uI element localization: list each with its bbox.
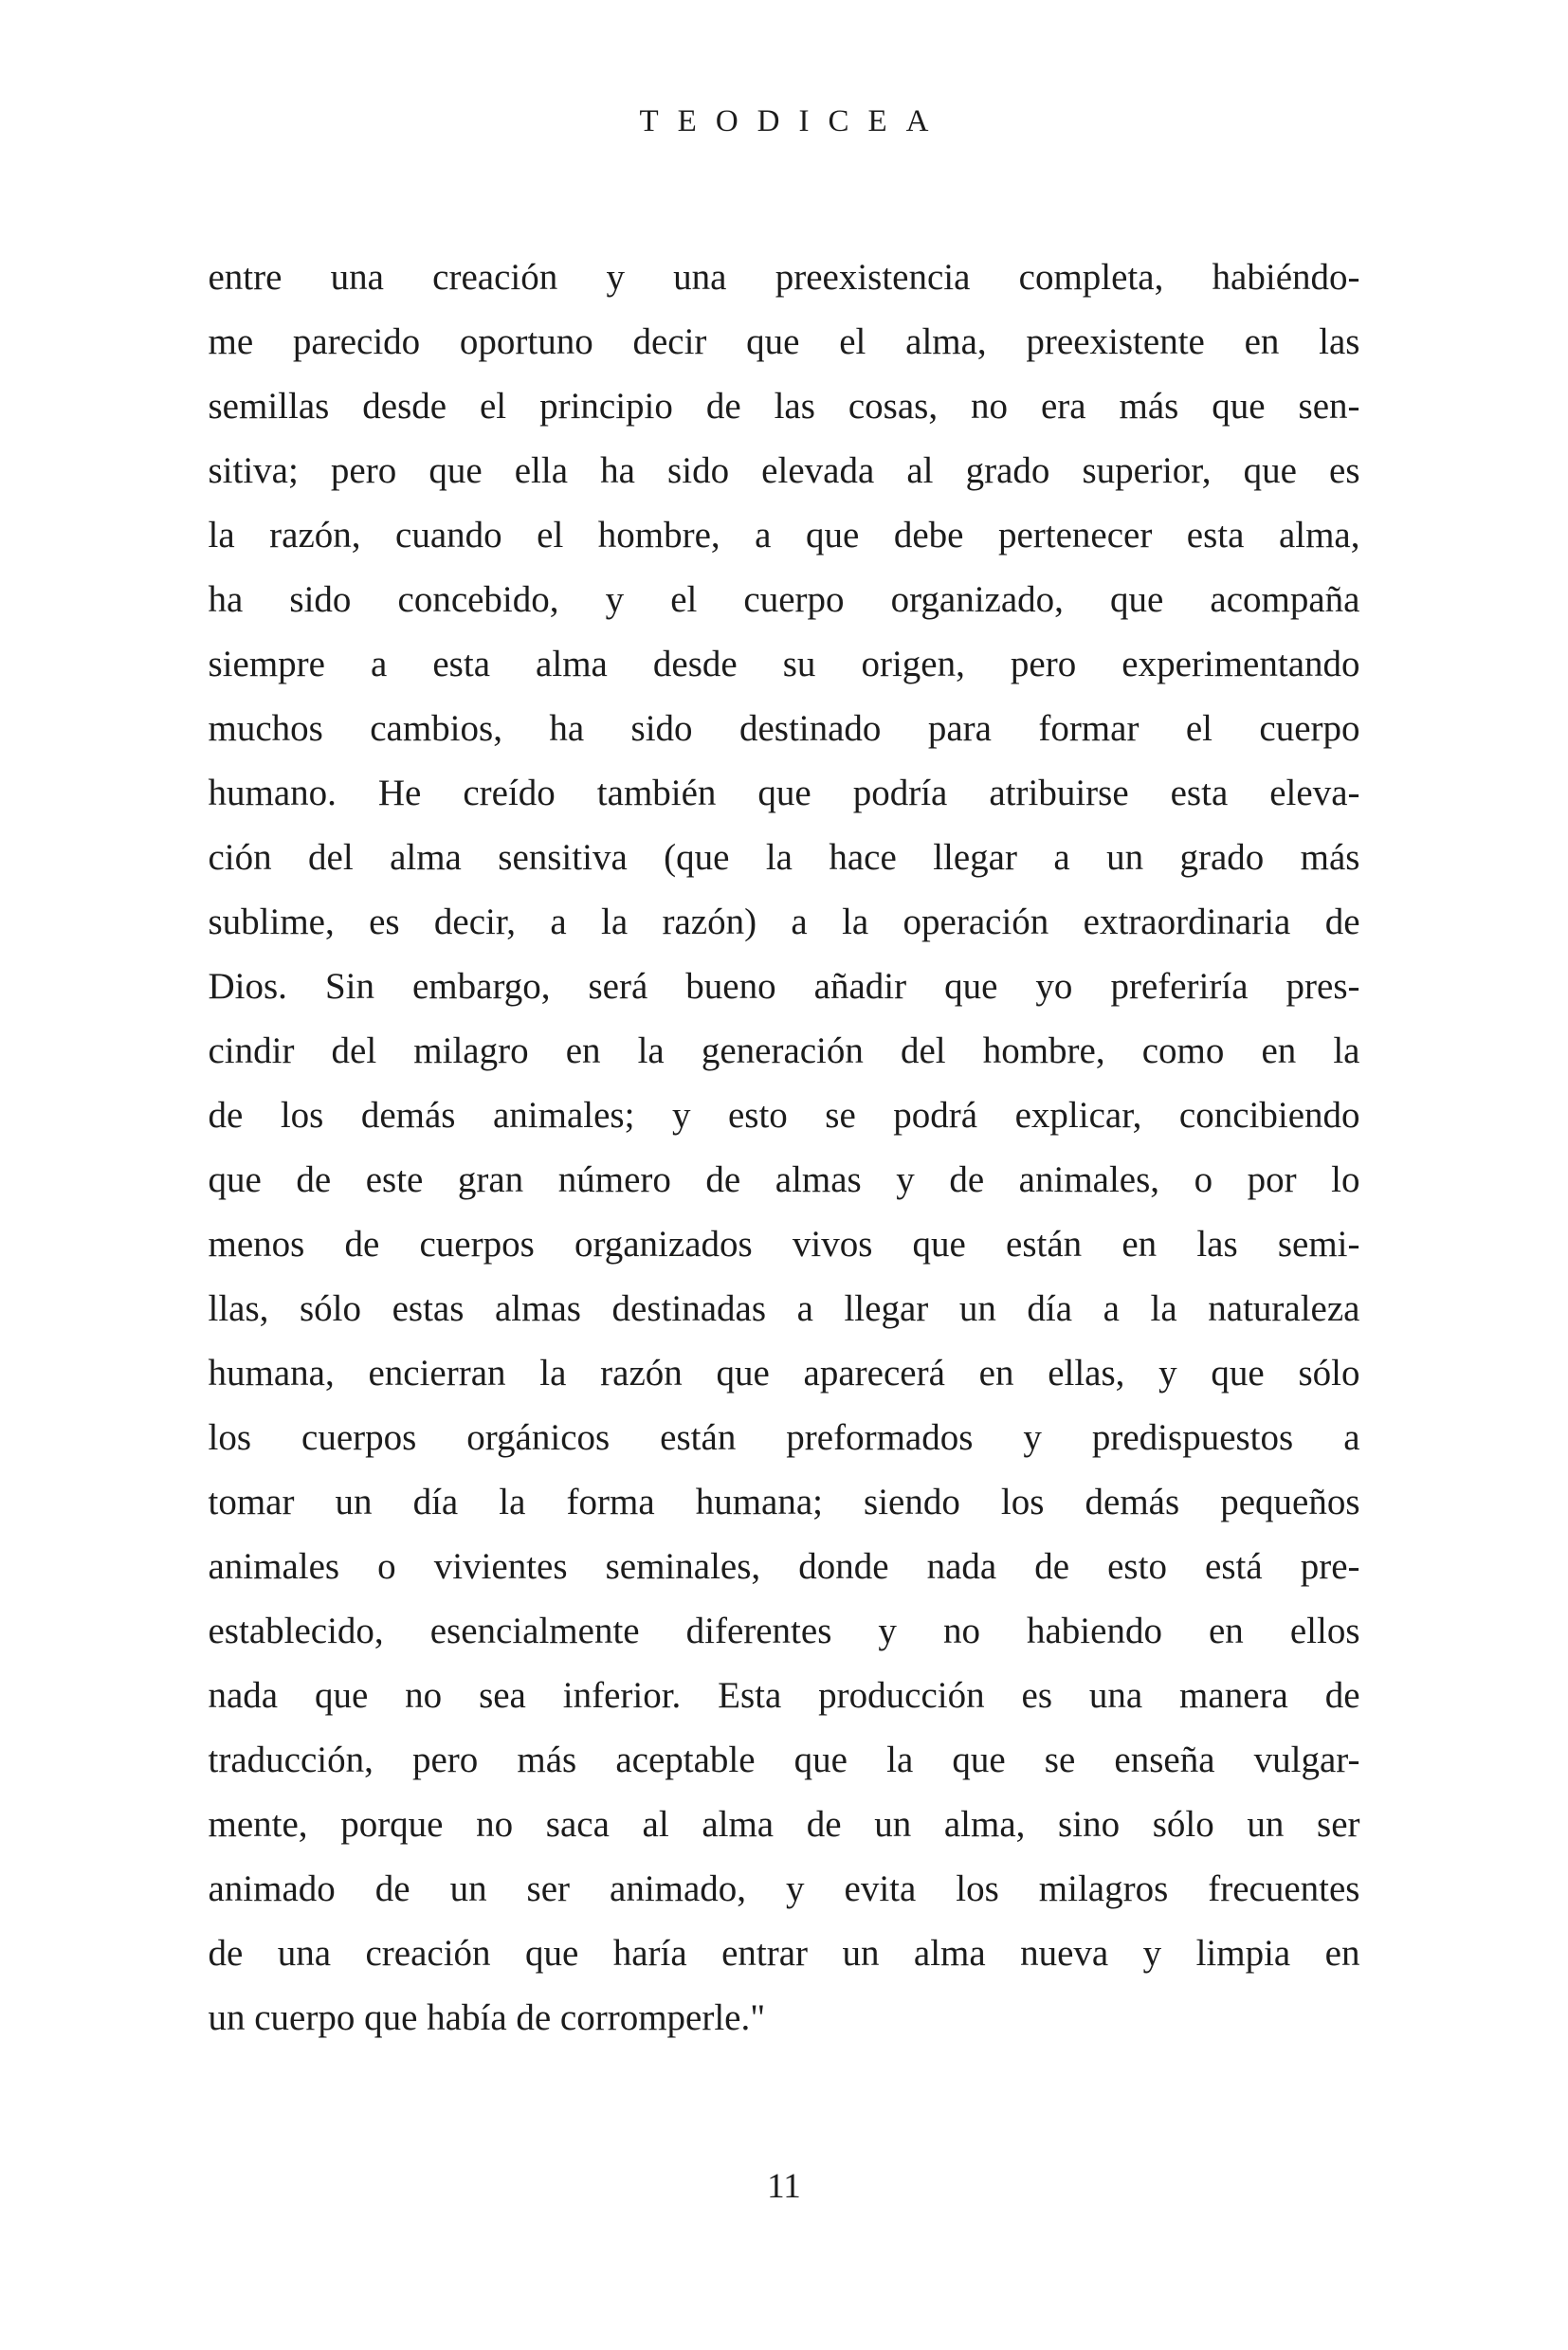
text-line: sitiva; pero que ella ha sido elevada al grado superior, que es (208, 450, 1360, 491)
text-line: me parecido oportuno decir que el alma, preexistente en las (208, 321, 1360, 362)
text-line: Dios. Sin embargo, será bueno añadir que yo preferiría pres- (208, 966, 1360, 1007)
text-line: establecido, esencialmente diferentes y no habiendo en ellos (208, 1611, 1360, 1651)
text-line: la razón, cuando el hombre, a que debe pertenecer esta alma, (208, 515, 1360, 556)
text-line: siempre a esta alma desde su origen, pero experimentando (208, 644, 1360, 684)
text-line: de los demás animales; y esto se podrá explicar, concibiendo (208, 1095, 1360, 1136)
text-line: nada que no sea inferior. Esta producción es una manera de (208, 1675, 1360, 1716)
text-line: los cuerpos orgánicos están preformados y predispuestos a (208, 1417, 1360, 1458)
text-line: humano. He creído también que podría atribuirse esta eleva- (208, 773, 1360, 813)
page-number: 11 (767, 2167, 801, 2206)
text-line: que de este gran número de almas y de animales, o por lo (208, 1159, 1360, 1200)
text-line: ha sido concebido, y el cuerpo organizado, que acompaña (208, 579, 1360, 620)
text-line: muchos cambios, ha sido destinado para formar el cuerpo (208, 708, 1360, 749)
text-line: sublime, es decir, a la razón) a la operación extraordinaria de (208, 902, 1360, 942)
body-text (209, 246, 1360, 2050)
text-line: mente, porque no saca al alma de un alma, sino sólo un ser (208, 1804, 1360, 1845)
text-line: animales o vivientes seminales, donde nada de esto está pre- (208, 1546, 1360, 1587)
text-line: menos de cuerpos organizados vivos que están en las semi- (208, 1224, 1360, 1265)
page-header-title: TEODICEA (639, 104, 948, 138)
text-line: de una creación que haría entrar un alma nueva y limpia en (208, 1933, 1360, 1974)
text-line: traducción, pero más aceptable que la que se enseña vulgar- (208, 1740, 1360, 1780)
text-line: animado de un ser animado, y evita los milagros frecuentes (208, 1868, 1360, 1909)
text-line: ción del alma sensitiva (que la hace llegar a un grado más (208, 837, 1360, 878)
text-line: un cuerpo que había de corromperle." (208, 1997, 766, 2038)
text-line: semillas desde el principio de las cosas, no era más que sen- (208, 386, 1360, 427)
text-line: humana, encierran la razón que aparecerá en ellas, y que sólo (208, 1353, 1360, 1394)
text-line: llas, sólo estas almas destinadas a llegar un día a la naturaleza (208, 1288, 1360, 1329)
text-line: entre una creación y una preexistencia completa, habiéndo- (208, 257, 1360, 298)
text-line: tomar un día la forma humana; siendo los demás pequeños (208, 1482, 1360, 1522)
text-line: cindir del milagro en la generación del hombre, como en la (208, 1030, 1360, 1071)
